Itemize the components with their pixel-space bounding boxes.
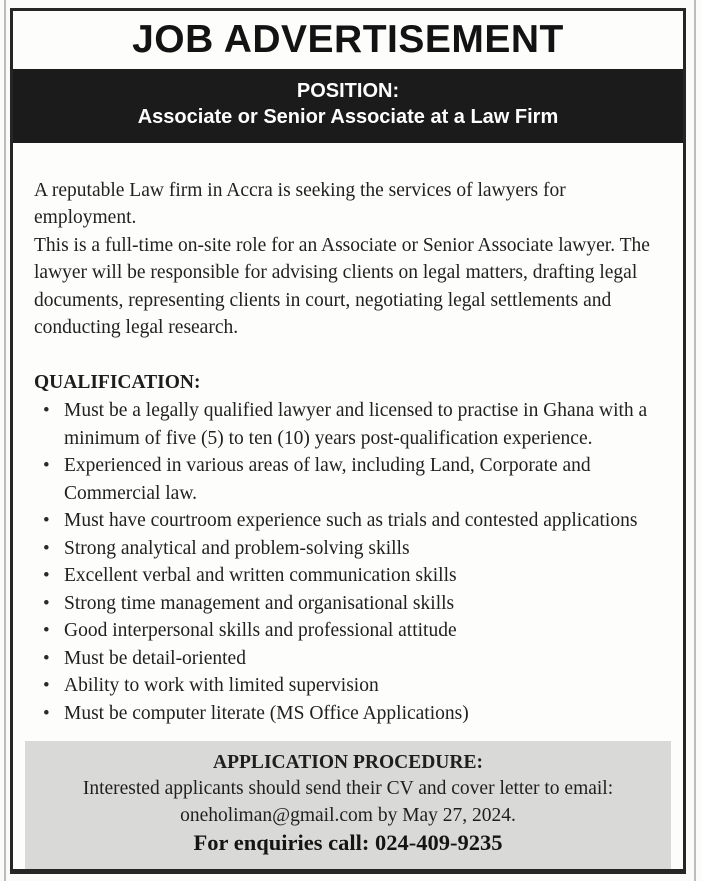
qualification-item-text: Ability to work with limited supervision <box>64 675 379 696</box>
list-item <box>34 672 662 700</box>
qualification-item-text: Must be computer literate (MS Office Applications) <box>64 702 469 724</box>
position-label: POSITION: <box>296 79 400 102</box>
page-scan-edge-right <box>694 0 696 881</box>
bullet-icon: • <box>43 537 50 559</box>
advertisement-body <box>13 143 683 728</box>
page-title: JOB ADVERTISEMENT <box>132 17 564 61</box>
enquiries-phone: For enquiries call: 024-409-9235 <box>193 830 503 855</box>
qualification-item-text: Must have courtroom experience such as trials and contested applications <box>64 510 638 531</box>
list-item <box>34 452 662 507</box>
list-item <box>34 507 662 535</box>
application-instruction: Interested applicants should send their CV and cover letter to email: <box>82 778 614 799</box>
qualification-list <box>34 397 662 727</box>
qualification-item-text: Experienced in various areas of law, including Land, Corporate and Commercial law. <box>64 455 591 504</box>
bullet-icon: • <box>43 400 50 421</box>
bullet-icon: • <box>43 455 50 476</box>
list-item <box>34 535 662 563</box>
list-item <box>34 562 662 590</box>
bullet-icon: • <box>43 592 50 614</box>
list-item <box>34 397 662 452</box>
qualification-item-text: Good interpersonal skills and professional attitude <box>64 620 457 641</box>
qualification-item-text: Excellent verbal and written communication skills <box>64 565 457 586</box>
bullet-icon: • <box>43 620 50 641</box>
application-procedure-heading: APPLICATION PROCEDURE: <box>213 752 483 773</box>
intro-paragraph-2: This is a full-time on-site role for an Associate or Senior Associate lawyer. The lawyer will be responsible for advising clients on legal matters, drafting legal documents, representing clients in court, negotiating legal settlements and conducting legal research. <box>34 234 650 338</box>
list-item <box>34 617 662 645</box>
application-procedure-box <box>25 741 671 869</box>
bullet-icon: • <box>43 647 50 669</box>
qualification-item-text: Must be a legally qualified lawyer and licensed to practise in Ghana with a minimum of five (5) to ten (10) years post-qualification experience. <box>64 400 648 449</box>
qualification-item-text: Strong analytical and problem-solving skills <box>64 537 410 559</box>
intro-paragraph-1: A reputable Law firm in Accra is seeking the services of lawyers for employment. <box>34 179 566 228</box>
application-email-deadline: oneholiman@gmail.com by May 27, 2024. <box>180 804 516 826</box>
position-value: Associate or Senior Associate at a Law Firm <box>137 105 559 128</box>
qualification-heading: QUALIFICATION: <box>34 371 201 393</box>
list-item <box>34 700 662 728</box>
list-item <box>34 645 662 673</box>
bullet-icon: • <box>43 510 50 531</box>
position-banner <box>13 69 683 143</box>
qualification-item-text: Must be detail-oriented <box>64 647 246 669</box>
bullet-icon: • <box>43 702 50 724</box>
list-item <box>34 590 662 618</box>
bullet-icon: • <box>43 675 50 696</box>
qualification-item-text: Strong time management and organisational skills <box>64 592 455 614</box>
page-scan-edge-left <box>4 0 6 881</box>
advertisement-frame <box>10 8 686 874</box>
advertisement-header <box>13 11 683 69</box>
bullet-icon: • <box>43 565 50 586</box>
